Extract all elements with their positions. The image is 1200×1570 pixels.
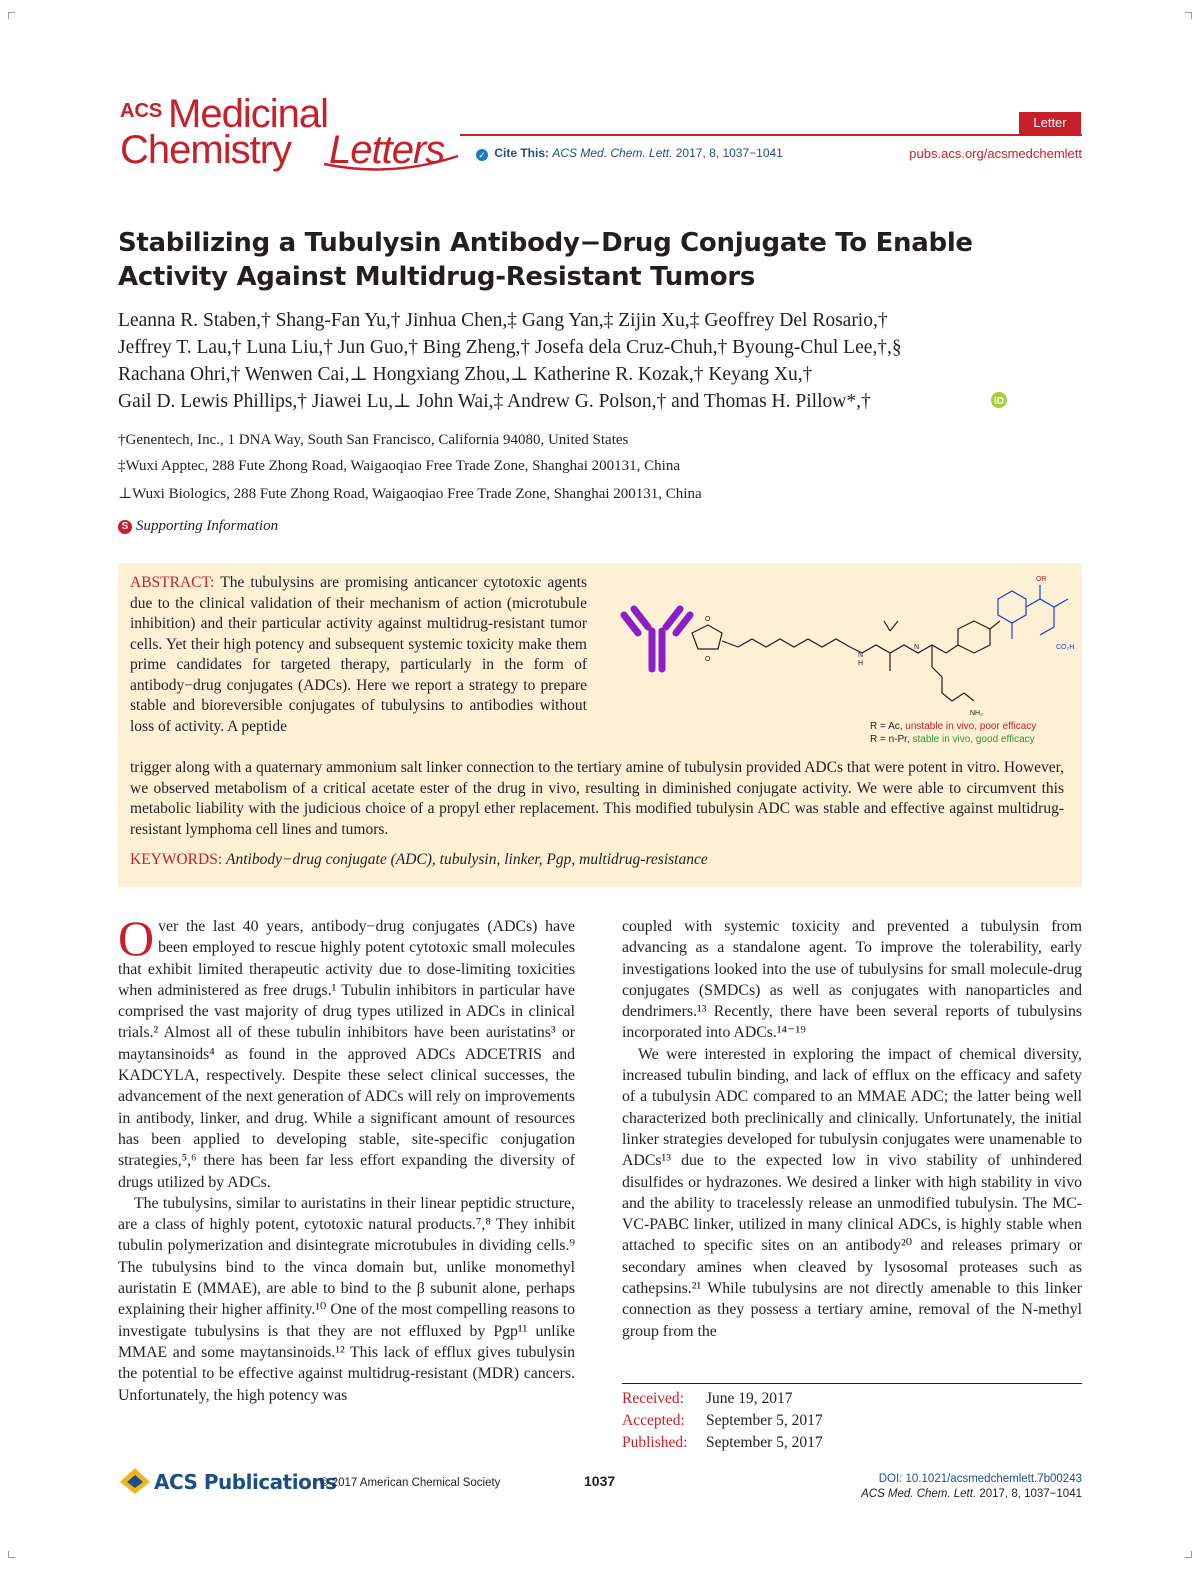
affiliation: ⊥Wuxi Biologics, 288 Fute Zhong Road, Waigaoqiao Free Trade Zone, Shanghai 200131, China [118, 486, 702, 502]
keywords-label: KEYWORDS: [130, 851, 223, 868]
abstract-box [118, 563, 1082, 887]
history-label: Accepted: [622, 1412, 685, 1429]
footer-cite-journal: ACS Med. Chem. Lett. [861, 1488, 977, 1500]
history-date: September 5, 2017 [706, 1434, 823, 1451]
abstract-text-part1: The tubulysins are promising anticancer cytotoxic agents due to the clinical validation of their mechanism of action (microtubule inhibition) and their particular activity against multidrug-resistant tumor cells. Yet their high potency and subsequent systemic toxicity make them prime candidates for targeted therapy, particularly in the form of antibody−drug conjugates (ADCs). Here we report a strategy to prepare stable and bioreversible conjugates of tubulysins to antibodies without loss of activity. A peptide [130, 574, 587, 735]
author-line: Gail D. Lewis Phillips,† Jiawei Lu,⊥ John Wai,‡ Andrew G. Polson,† and Thomas H. Pillow*,† [118, 391, 871, 412]
page-number: 1037 [584, 1473, 616, 1489]
header-rule [460, 134, 1082, 136]
body-column-right [622, 916, 1082, 1342]
acs-publications-wordmark: ACS Publications [154, 1470, 337, 1494]
history-label: Received: [622, 1390, 684, 1407]
graphic-label: NH₂ [970, 710, 983, 717]
journal-logo-letters: Letters [329, 128, 445, 172]
journal-logo-acs: ACS [120, 100, 163, 122]
crop-mark [1185, 1551, 1192, 1558]
graphic-label: N [914, 644, 920, 651]
footer-cite-rest: 2017, 8, 1037−1041 [979, 1488, 1082, 1500]
affiliation: ‡Wuxi Apptec, 288 Fute Zhong Road, Waigaoqiao Free Trade Zone, Shanghai 200131, China [118, 458, 681, 474]
svg-text:iD: iD [994, 396, 1004, 407]
cite-icon: ✓ [476, 149, 488, 161]
author-line: Jeffrey T. Lau,† Luna Liu,† Jun Guo,† Bing Zheng,† Josefa dela Cruz-Chuh,† Byoung-Chul Lee,†,§ [118, 337, 902, 358]
journal-url-link[interactable]: pubs.acs.org/acsmedchemlett [909, 146, 1082, 161]
graphic-label: OR [1036, 576, 1047, 583]
crop-mark [8, 12, 15, 19]
history-rule [622, 1383, 1082, 1384]
abstract-text-part2: trigger along with a quaternary ammonium salt linker connection to the tertiary amine of tubulysin provided ADCs that were potent in vitro. However, we observed metabolism of a critical acetate ester of the drug in vivo, resulting in diminished conjugate activity. We were able to circumvent this metabolic liability with the judicious choice of a propyl ether replacement. This modified tubulysin ADC was stable and effective against multidrug-resistant lymphoma cell lines and tumors. [130, 759, 1064, 838]
keywords-text: Antibody−drug conjugate (ADC), tubulysin, linker, Pgp, multidrug-resistance [226, 851, 708, 868]
graphic-label: N [858, 652, 864, 659]
antibody-icon [624, 609, 690, 669]
affiliation: †Genentech, Inc., 1 DNA Way, South San Francisco, California 94080, United States [118, 432, 629, 448]
body-paragraph: We were interested in exploring the impact of chemical diversity, increased tubulin binding, and lack of efflux on the efficacy and safety of a tubulysin ADC compared to an MMAE ADC; the latter being well characterized both preclinically and clinically. Unfortunately, the initial linker strategies developed for tubulysin conjugates were unamenable to ADCs¹³ due to the expected low in vivo stability of unhindered disulfides or hydrazones. We desired a linker with high stability in vivo and the ability to tracelessly release an unmodified tubulysin. The MC-VC-PABC linker, utilized in many clinical ADCs, is highly stable when attached to specific sites on an antibody²⁰ and releases primary or secondary amines when cleaved by lysosomal proteases such as cathepsins.²¹ While tubulysins are not directly amenable to this linker connection as they possess a tertiary amine, removal of the N-methyl group from the [622, 1045, 1082, 1340]
journal-logo-chemistry: Chemistry [120, 128, 292, 172]
acs-publications-logo-icon [118, 1466, 152, 1496]
history-received [622, 1390, 793, 1408]
graphic-legend-r2: R = n-Pr, stable in vivo, good efficacy [870, 734, 1035, 745]
cite-label: Cite This: [494, 146, 550, 160]
body-paragraph: The tubulysins, similar to auristatins in their linear peptidic structure, are a class of highly potent, cytotoxic natural products.⁷,⁸ They inhibit tubulin polymerization and disintegrate microtubules in dividing cells.⁹ The tubulysins bind to the vinca domain but, unlike monomethyl auristatin E (MMAE), are able to bind to the β subunit alone, perhaps explaining their higher affinity.¹⁰ One of the most compelling reasons to investigate tubulysins is that they are not effluxed by Pgp¹¹ unlike MMAE and some maytansinoids.¹² This lack of efflux gives tubulysin the potential to be effective against multidrug-resistant (MDR) cancers. Unfortunately, the high potency was [118, 1194, 575, 1404]
graphic-label: CO₂H [1056, 644, 1075, 651]
cite-journal[interactable]: ACS Med. Chem. Lett. [552, 146, 673, 160]
graphic-label: O [705, 616, 711, 623]
history-date: June 19, 2017 [706, 1390, 793, 1407]
author-line: Leanna R. Staben,† Shang-Fan Yu,† Jinhua Chen,‡ Gang Yan,‡ Zijin Xu,‡ Geoffrey Del Rosario,† [118, 310, 888, 331]
tubulysin-structure [998, 585, 1068, 639]
graphic-legend-r1: R = Ac, unstable in vivo, poor efficacy [870, 721, 1037, 732]
crop-mark [1185, 12, 1192, 19]
article-type-badge: Letter [1019, 112, 1081, 134]
body-paragraph: coupled with systemic toxicity and prevented a tubulysin from advancing as a standalone agent. To improve the tolerability, early investigations looked into the use of tubulysins for small molecule-drug conjugates (SMDCs) as well as conjugates with nanoparticles and dendrimers.¹³ Recently, there have been several reports of tubulysins incorporated into ADCs.¹⁴⁻¹⁹ [622, 918, 1082, 1042]
body-paragraph [118, 910, 575, 1193]
cite-this[interactable] [476, 146, 783, 161]
graphic-label: O [705, 656, 711, 663]
supporting-info-icon[interactable]: S [118, 520, 132, 534]
graphic-label: H [858, 660, 864, 667]
body-column-left [118, 910, 575, 1406]
copyright: © 2017 American Chemical Society [320, 1477, 501, 1489]
toc-graphic [608, 569, 1078, 747]
author-line: Rachana Ohri,† Wenwen Cai,⊥ Hongxiang Zhou,⊥ Katherine R. Kozak,† Keyang Xu,† [118, 364, 813, 385]
keywords [130, 851, 708, 869]
crop-mark [8, 1551, 15, 1558]
history-accepted [622, 1412, 823, 1430]
history-date: September 5, 2017 [706, 1412, 823, 1429]
history-label: Published: [622, 1434, 688, 1451]
abstract-label: ABSTRACT: [130, 574, 215, 591]
doi-link[interactable]: DOI: 10.1021/acsmedchemlett.7b00243 [878, 1473, 1082, 1485]
cite-details[interactable]: 2017, 8, 1037−1041 [675, 146, 783, 160]
orcid-icon[interactable] [990, 391, 1008, 409]
footer-citation [861, 1488, 1082, 1500]
linker-structure [692, 621, 1000, 701]
supporting-info-link[interactable]: Supporting Information [136, 518, 279, 534]
body-text: ver the last 40 years, antibody−drug conjugates (ADCs) have been employed to rescue highly potent cytotoxic small molecules that exhibit limited therapeutic activity due to dose-limiting toxicities when administered as free drugs.¹ Tubulin inhibitors in particular have comprised the vast majority of drug types utilized in ADCs in clinical trials.² Almost all of these tubulin inhibitors have been auristatins³ or maytansinoids⁴ as found in the approved ADCs ADCETRIS and KADCYLA, respectively. Despite these select clinical successes, the advancement of the next generation of ADCs will rely on improvements in antibody, linker, and drug. While a significant amount of resources has been applied to developing stable, site-specific conjugation strategies,⁵,⁶ there has been far less effort expanding the diversity of drugs utilized by ADCs. [118, 918, 575, 1191]
journal-logo-swoosh-icon [322, 134, 462, 174]
dropcap: O [118, 910, 155, 966]
journal-logo-medicinal: Medicinal [168, 92, 328, 136]
history-published [622, 1434, 823, 1452]
paper-title: Stabilizing a Tubulysin Antibody−Drug Conjugate To Enable Activity Against Multidrug-Resistant Tumors [118, 228, 973, 292]
abstract-text-column [130, 573, 587, 737]
